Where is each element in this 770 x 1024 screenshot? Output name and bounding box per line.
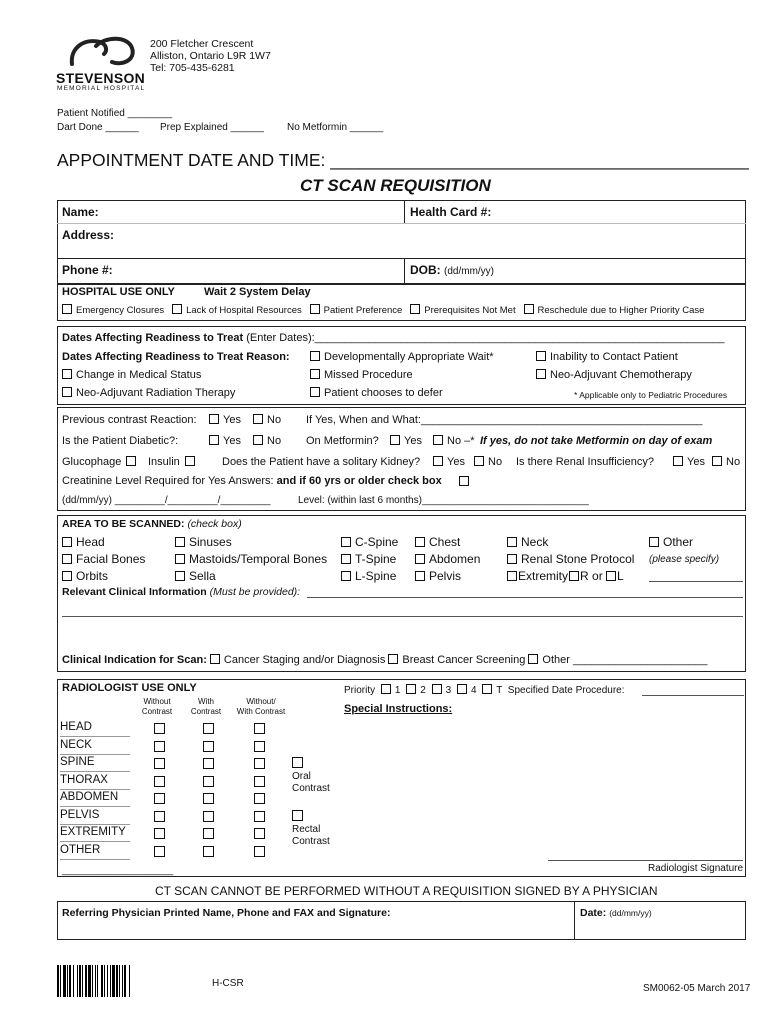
radiologist-abdomen-col1-checkbox[interactable] [154, 793, 165, 804]
area-orbits-checkbox[interactable]: Orbits [62, 569, 108, 583]
specified-date-field[interactable] [642, 695, 744, 696]
radiologist-spine-col2-checkbox[interactable] [203, 758, 214, 769]
no-metformin-field[interactable]: No Metformin ______ [287, 122, 384, 133]
priority-4-checkbox[interactable]: 4 [454, 685, 477, 696]
radiologist-thorax-col1-checkbox[interactable] [154, 776, 165, 787]
prerequisites-not-met-checkbox[interactable]: Prerequisites Not Met [410, 305, 515, 316]
col-without-contrast: Without Contrast [141, 697, 173, 716]
barcode-bar [88, 965, 91, 997]
radiologist-row-divider [60, 789, 130, 790]
barcode-bar [122, 965, 123, 997]
barcode-bar [60, 965, 61, 997]
radiologist-spine-col1-checkbox[interactable] [154, 758, 165, 769]
radiologist-row-head: HEAD [60, 721, 92, 733]
health-card-field-label[interactable]: Health Card #: [410, 205, 492, 219]
area-l-spine-checkbox[interactable]: L-Spine [341, 569, 396, 583]
referring-date-field[interactable]: Date: (dd/mm/yy) [580, 907, 652, 919]
radiologist-row-abdomen: ABDOMEN [60, 791, 119, 803]
reason-missed-procedure-checkbox[interactable]: Missed Procedure [310, 369, 413, 381]
radiologist-thorax-col2-checkbox[interactable] [203, 776, 214, 787]
radiologist-abdomen-col2-checkbox[interactable] [203, 793, 214, 804]
hospital-phone: Tel: 705-435-6281 [150, 62, 235, 74]
dates-readiness-field[interactable]: Dates Affecting Readiness to Treat (Enter Dates):___________________________________________________________________ [62, 332, 725, 344]
solitary-kidney-label: Does the Patient have a solitary Kidney? [222, 456, 421, 468]
radiologist-extremity-col3-checkbox[interactable] [254, 828, 265, 839]
barcode-bar [110, 965, 111, 997]
radiologist-row-divider [60, 824, 130, 825]
area-other-checkbox[interactable]: Other [649, 535, 693, 549]
reason-patient-defer-checkbox[interactable]: Patient chooses to defer [310, 387, 443, 399]
rectal-contrast-label: Rectal Contrast [292, 824, 330, 847]
requisition-notice: CT SCAN CANNOT BE PERFORMED WITHOUT A REQUISITION SIGNED BY A PHYSICIAN [155, 884, 658, 898]
barcode-bar [112, 965, 115, 997]
barcode-bar [69, 965, 71, 997]
form-code: H-CSR [212, 978, 244, 989]
dob-field[interactable] [410, 263, 494, 277]
dob-format-hint: (dd/mm/yy) [444, 266, 495, 277]
area-sinuses-checkbox[interactable]: Sinuses [175, 535, 232, 549]
barcode-bar [101, 965, 103, 997]
radiologist-neck-col2-checkbox[interactable] [203, 741, 214, 752]
oral-contrast-label: Oral Contrast [292, 771, 330, 794]
indication-cancer-checkbox[interactable]: Cancer Staging and/or Diagnosis [210, 654, 385, 666]
creatinine-required: Creatinine Level Required for Yes Answers: and if 60 yrs or older check box [62, 475, 442, 487]
address-field-label[interactable]: Address: [62, 228, 115, 242]
radiologist-thorax-col3-checkbox[interactable] [254, 776, 265, 787]
barcode-bar [104, 965, 105, 997]
barcode-bar [95, 965, 96, 997]
radiologist-row-other: OTHER [60, 844, 101, 856]
special-instructions-label: Special Instructions: [344, 703, 453, 715]
radiologist-other-col1-checkbox[interactable] [154, 846, 165, 857]
metformin-warning: If yes, do not take Metformin on day of exam [480, 435, 713, 447]
area-pelvis-checkbox[interactable]: Pelvis [415, 569, 461, 583]
radiologist-signature-field[interactable] [548, 860, 743, 861]
renal-yes-checkbox[interactable]: Yes [673, 456, 705, 468]
other-specify-field[interactable] [649, 581, 743, 582]
radiologist-neck-col3-checkbox[interactable] [254, 741, 265, 752]
area-sella-checkbox[interactable]: Sella [175, 569, 216, 583]
reason-developmental-checkbox[interactable]: Developmentally Appropriate Wait* [310, 351, 494, 363]
area-head-checkbox[interactable]: Head [62, 535, 105, 549]
priority-2-checkbox[interactable]: 2 [403, 685, 426, 696]
radiologist-row-divider [60, 754, 130, 755]
radiologist-row-extremity: EXTREMITY [60, 826, 126, 838]
patient-notified-field[interactable]: Patient Notified ________ [57, 108, 173, 119]
radiologist-row-thorax: THORAX [60, 774, 108, 786]
wait-2-label: Wait 2 System Delay [204, 286, 311, 298]
radiologist-row-divider [60, 736, 130, 737]
barcode-bar [97, 965, 98, 997]
reason-neo-radiation-checkbox[interactable]: Neo-Adjuvant Radiation Therapy [62, 387, 235, 399]
creatinine-date-field[interactable]: (dd/mm/yy) _________/_________/_________ [62, 495, 271, 506]
page-title: CT SCAN REQUISITION [300, 176, 491, 195]
logo-mark-icon [66, 34, 146, 68]
radiologist-abdomen-col3-checkbox[interactable] [254, 793, 265, 804]
area-facial-bones-checkbox[interactable]: Facial Bones [62, 552, 145, 566]
previous-contrast-label: Previous contrast Reaction: [62, 414, 197, 426]
diabetic-label: Is the Patient Diabetic?: [62, 435, 179, 447]
lack-of-resources-checkbox[interactable]: Lack of Hospital Resources [172, 305, 302, 316]
radiologist-neck-col1-checkbox[interactable] [154, 741, 165, 752]
radiologist-other-col3-checkbox[interactable] [254, 846, 265, 857]
barcode-bar [119, 965, 120, 997]
barcode-bar [73, 965, 74, 997]
metformin-no-checkbox[interactable]: No –* [433, 435, 475, 447]
barcode-bar [116, 965, 118, 997]
col-without-with-contrast: Without/ With Contrast [236, 697, 286, 716]
radiologist-title: RADIOLOGIST USE ONLY [62, 682, 197, 694]
radiologist-row-divider [60, 806, 130, 807]
area-c-spine-checkbox[interactable]: C-Spine [341, 535, 398, 549]
reason-change-medical-checkbox[interactable]: Change in Medical Status [62, 369, 201, 381]
barcode-bar [57, 965, 59, 997]
logo-subname: MEMORIAL HOSPITAL [57, 85, 146, 92]
radiologist-pelvis-col3-checkbox[interactable] [254, 811, 265, 822]
barcode-bar [77, 965, 78, 997]
other-specify-hint: (please specify) [649, 554, 720, 565]
priority-1-checkbox[interactable]: 1 [378, 685, 401, 696]
form-number: SM0062-05 March 2017 [643, 983, 751, 994]
insulin-checkbox[interactable]: Insulin [148, 456, 199, 468]
phone-field-label[interactable]: Phone #: [62, 263, 113, 277]
readiness-reason-label: Dates Affecting Readiness to Treat Reason: [62, 351, 290, 363]
dart-done-field[interactable]: Dart Done ______ [57, 122, 139, 133]
area-chest-checkbox[interactable]: Chest [415, 535, 460, 549]
radiologist-head-col2-checkbox[interactable] [203, 723, 214, 734]
radiologist-extremity-col2-checkbox[interactable] [203, 828, 214, 839]
glucophage-checkbox[interactable]: Glucophage [62, 456, 140, 468]
priority-t-checkbox[interactable]: T [479, 685, 502, 696]
logo-name: STEVENSON [56, 70, 146, 86]
barcode [57, 965, 181, 997]
emergency-closures-checkbox[interactable]: Emergency Closures [62, 305, 164, 316]
specified-date-label: Specified Date Procedure: [507, 685, 625, 696]
barcode-bar [107, 965, 108, 997]
barcode-bar [63, 965, 66, 997]
hospital-address-line2: Alliston, Ontario L9R 1W7 [150, 50, 271, 62]
kidney-no-checkbox[interactable]: No [474, 456, 502, 468]
radiologist-row-spine: SPINE [60, 756, 95, 768]
radiologist-pelvis-col1-checkbox[interactable] [154, 811, 165, 822]
reaction-when-what-field[interactable]: If Yes, When and What:______________________________________________ [306, 414, 703, 426]
barcode-bar [129, 965, 130, 997]
radiologist-row-divider [60, 771, 130, 772]
renal-insufficiency-label: Is there Renal Insufficiency? [516, 456, 654, 468]
hospital-use-title: HOSPITAL USE ONLY [62, 286, 175, 298]
barcode-bar [92, 965, 93, 997]
reschedule-priority-checkbox[interactable]: Reschedule due to Higher Priority Case [524, 305, 705, 316]
indication-breast-checkbox[interactable]: Breast Cancer Screening [388, 654, 525, 666]
over-60-checkbox[interactable] [459, 476, 469, 486]
relevant-clinical-label: Relevant Clinical Information (Must be provided): [62, 586, 301, 598]
radiologist-row-divider [60, 841, 130, 842]
prev-reaction-yes-checkbox[interactable]: Yes [209, 414, 241, 426]
oral-contrast-checkbox[interactable] [292, 757, 303, 768]
prev-reaction-no-checkbox[interactable]: No [253, 414, 281, 426]
dob-label: DOB: [410, 263, 441, 277]
barcode-bar [79, 965, 81, 997]
barcode-bar [124, 965, 126, 997]
col-with-contrast: With Contrast [190, 697, 222, 716]
radiologist-head-col3-checkbox[interactable] [254, 723, 265, 734]
indication-other-checkbox[interactable]: Other ______________________ [528, 654, 707, 666]
barcode-bar [82, 965, 83, 997]
radiologist-pelvis-col2-checkbox[interactable] [203, 811, 214, 822]
relevant-clinical-field[interactable] [307, 597, 743, 598]
barcode-bar [67, 965, 68, 997]
area-t-spine-checkbox[interactable]: T-Spine [341, 552, 396, 566]
patient-preference-checkbox[interactable]: Patient Preference [310, 305, 403, 316]
relevant-clinical-field-line2[interactable] [62, 616, 743, 617]
priority-3-checkbox[interactable]: 3 [429, 685, 452, 696]
area-extremity-checkbox[interactable]: Extremity R or L [507, 569, 624, 583]
prep-explained-field[interactable]: Prep Explained ______ [160, 122, 264, 133]
referring-physician-label[interactable]: Referring Physician Printed Name, Phone and FAX and Signature: [62, 907, 391, 919]
diabetic-no-checkbox[interactable]: No [253, 435, 281, 447]
appointment-date-field[interactable]: APPOINTMENT DATE AND TIME: ___________________________________________ [57, 150, 749, 170]
reason-neo-chemo-checkbox[interactable]: Neo-Adjuvant Chemotherapy [536, 369, 692, 381]
area-scanned-title: AREA TO BE SCANNED: (check box) [62, 518, 242, 530]
patient-info-section [57, 200, 746, 284]
diabetic-yes-checkbox[interactable]: Yes [209, 435, 241, 447]
hospital-address-line1: 200 Fletcher Crescent [150, 38, 254, 50]
pediatric-footnote: * Applicable only to Pediatric Procedures [574, 390, 728, 400]
radiologist-other-col2-checkbox[interactable] [203, 846, 214, 857]
area-mastoids-checkbox[interactable]: Mastoids/Temporal Bones [175, 552, 327, 566]
radiologist-spine-col3-checkbox[interactable] [254, 758, 265, 769]
creatinine-level-field[interactable]: Level: (within last 6 months)______________________________ [298, 495, 589, 506]
metformin-label: On Metformin? [306, 435, 379, 447]
radiologist-head-col1-checkbox[interactable] [154, 723, 165, 734]
radiologist-row-pelvis: PELVIS [60, 809, 100, 821]
name-field-label[interactable]: Name: [62, 205, 99, 219]
priority-row: Priority 1 2 3 4 T Specified Date Procedure: [344, 685, 625, 696]
hospital-use-options [62, 304, 704, 316]
clinical-indication-row: Clinical Indication for Scan: Cancer Staging and/or Diagnosis Breast Cancer Screening Other ______________________ [62, 654, 708, 666]
area-neck-checkbox[interactable]: Neck [507, 535, 548, 549]
radiologist-row-neck: NECK [60, 739, 92, 751]
radiologist-signature-label: Radiologist Signature [648, 863, 744, 874]
reason-inability-contact-checkbox[interactable]: Inability to Contact Patient [536, 351, 678, 363]
barcode-bar [85, 965, 87, 997]
area-abdomen-checkbox[interactable]: Abdomen [415, 552, 480, 566]
barcode-icon [57, 965, 181, 997]
radiologist-blank-line[interactable]: ____________________ [62, 865, 174, 876]
rectal-contrast-checkbox[interactable] [292, 810, 303, 821]
radiologist-extremity-col1-checkbox[interactable] [154, 828, 165, 839]
kidney-yes-checkbox[interactable]: Yes [433, 456, 465, 468]
metformin-yes-checkbox[interactable]: Yes [390, 435, 422, 447]
area-renal-stone-checkbox[interactable]: Renal Stone Protocol [507, 552, 634, 566]
renal-no-checkbox[interactable]: No [712, 456, 740, 468]
radiologist-row-divider [60, 859, 130, 860]
